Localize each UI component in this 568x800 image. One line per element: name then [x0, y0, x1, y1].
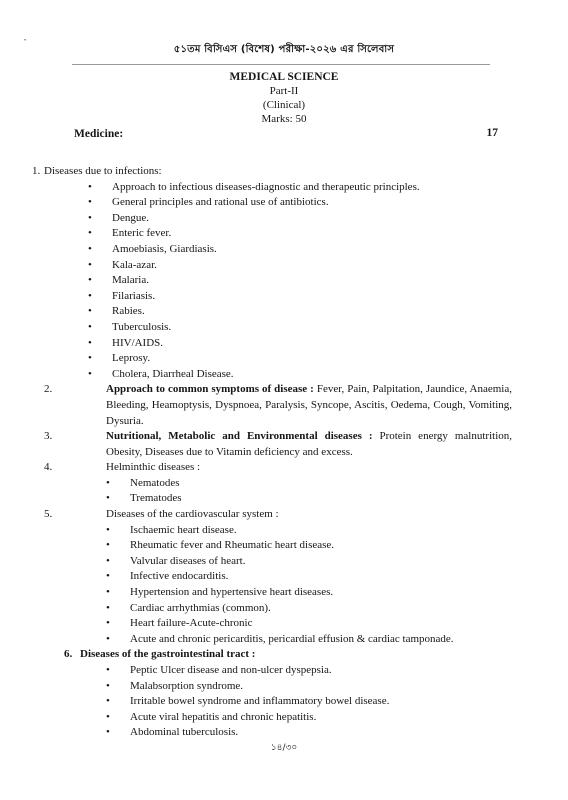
- item-text: [106, 382, 512, 429]
- list-item: • Cardiac arrhythmias (common).: [130, 601, 512, 617]
- section-heading: Medicine:: [74, 128, 124, 140]
- list-item: • Ischaemic heart disease.: [130, 523, 512, 539]
- syllabus-item: [44, 507, 512, 647]
- list-item: • Valvular diseases of heart.: [130, 554, 512, 570]
- item-number: 6.: [64, 648, 73, 661]
- list-item: • Enteric fever.: [112, 226, 512, 242]
- item-text: Diseases due to infections:: [44, 165, 162, 177]
- list-item: • Kala-azar.: [112, 258, 512, 274]
- bullet-list: [130, 663, 512, 741]
- syllabus-item: [64, 647, 512, 741]
- list-item: • Tuberculosis.: [112, 320, 512, 336]
- item-body: Fever, Pain, Palpitation, Jaundice, Anaemia, Bleeding, Heamoptysis, Dyspnoea, Paralysis, Syncope, Ascitis, Oedema, Cough, Vomiting, Dysuria.: [106, 383, 512, 427]
- list-item: • Abdominal tuberculosis.: [130, 725, 512, 741]
- list-item: • Rabies.: [112, 304, 512, 320]
- type-label: (Clinical): [262, 99, 306, 111]
- list-item: • Approach to infectious diseases-diagnostic and therapeutic principles.: [112, 180, 512, 196]
- title-block: [0, 70, 568, 126]
- list-item: • Filariasis.: [112, 289, 512, 305]
- page-header: ৫১তম বিসিএস (বিশেষ) পরীক্ষা-২০২৬ এর সিলেবাস: [173, 44, 395, 55]
- item-number: 3.: [44, 430, 53, 443]
- page-number: ১৪/৩০: [270, 743, 298, 753]
- list-item: • Infective endocarditis.: [130, 569, 512, 585]
- list-item: • General principles and rational use of antibiotics.: [112, 195, 512, 211]
- list-item: • Cholera, Diarrheal Disease.: [112, 367, 512, 383]
- list-item: • Nematodes: [130, 476, 512, 492]
- header-divider: [72, 64, 490, 65]
- bullet-list: [130, 523, 512, 648]
- item-lead: Approach to common symptoms of disease :: [106, 383, 314, 396]
- item-text: [106, 429, 512, 460]
- item-lead: Nutritional, Metabolic and Environmental diseases :: [106, 430, 373, 443]
- syllabus-item: [32, 164, 512, 382]
- part-label: Part-II: [269, 85, 299, 97]
- syllabus-item: [44, 382, 512, 429]
- list-item: • Rheumatic fever and Rheumatic heart disease.: [130, 538, 512, 554]
- item-number: 4.: [44, 461, 53, 474]
- list-item: • Acute viral hepatitis and chronic hepatitis.: [130, 710, 512, 726]
- syllabus-content: [32, 164, 512, 741]
- list-item: • Malaria.: [112, 273, 512, 289]
- list-item: • Dengue.: [112, 211, 512, 227]
- list-item: • Leprosy.: [112, 351, 512, 367]
- syllabus-item: [44, 429, 512, 460]
- item-text: Helminthic diseases :: [106, 461, 201, 474]
- item-body: Protein energy malnutrition, Obesity, Diseases due to Vitamin deficiency and excess.: [106, 430, 512, 458]
- list-item: • Heart failure-Acute-chronic: [130, 616, 512, 632]
- list-item: • Irritable bowel syndrome and inflammatory bowel disease.: [130, 694, 512, 710]
- list-item: • Malabsorption syndrome.: [130, 679, 512, 695]
- page-title: MEDICAL SCIENCE: [229, 71, 339, 83]
- marks-label: Marks: 50: [261, 113, 307, 125]
- item-number: 5.: [44, 508, 53, 521]
- item-number: 2.: [44, 383, 53, 396]
- item-number: 1.: [32, 165, 41, 177]
- list-item: • Acute and chronic pericarditis, pericardial effusion & cardiac tamponade.: [130, 632, 512, 648]
- list-item: • Hypertension and hypertensive heart diseases.: [130, 585, 512, 601]
- list-item: • Amoebiasis, Giardiasis.: [112, 242, 512, 258]
- bullet-list: [130, 476, 512, 507]
- item-lead: Diseases of the gastrointestinal tract :: [80, 648, 256, 661]
- scan-mark: •: [24, 38, 27, 44]
- list-item: • Peptic Ulcer disease and non-ulcer dyspepsia.: [130, 663, 512, 679]
- item-text: Diseases of the cardiovascular system :: [106, 508, 279, 521]
- syllabus-item: [44, 460, 512, 507]
- bullet-list: [112, 180, 512, 383]
- list-item: • Trematodes: [130, 491, 512, 507]
- section-number: 17: [486, 127, 498, 139]
- list-item: • HIV/AIDS.: [112, 336, 512, 352]
